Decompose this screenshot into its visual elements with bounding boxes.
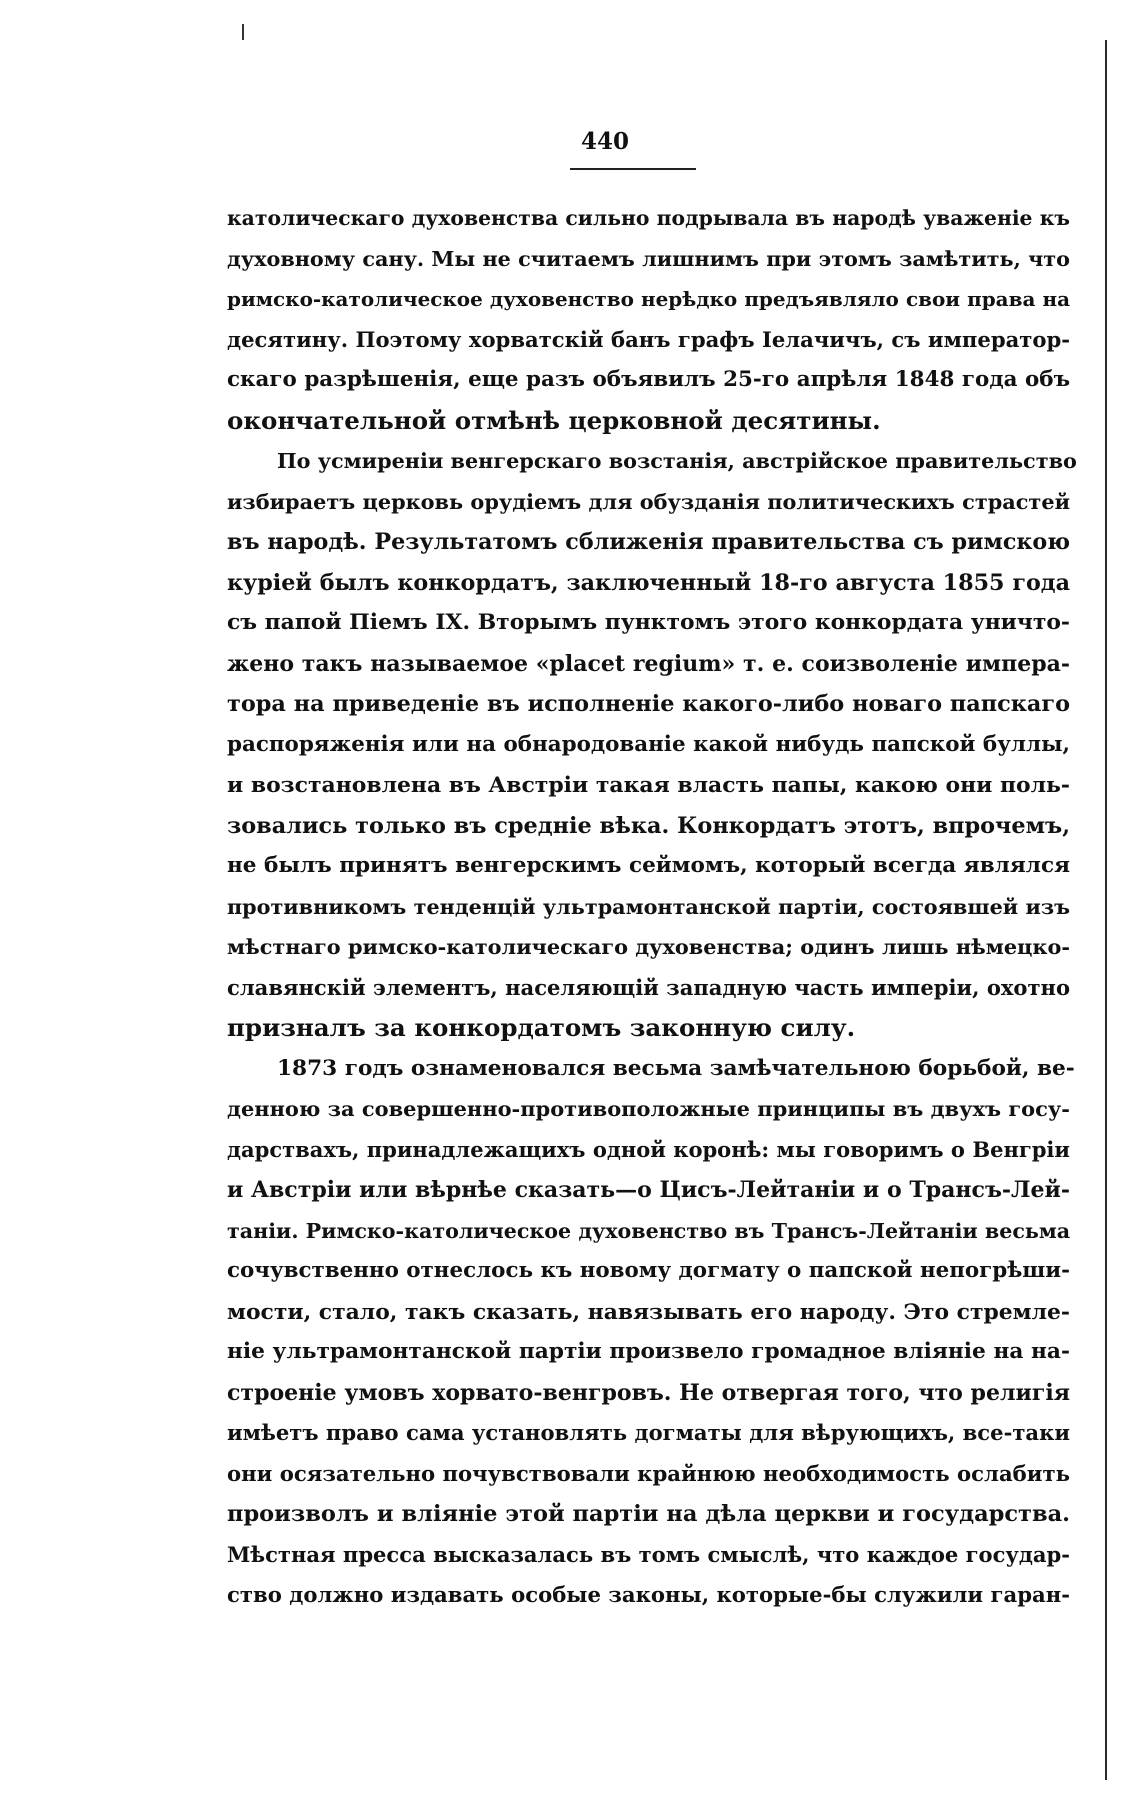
- text-line: духовному сану. Мы не считаемъ лишнимъ при этомъ замѣтить, что: [227, 246, 1070, 271]
- paragraph-1: [227, 198, 1070, 441]
- text-line: таніи. Римско-католическое духовенство въ Трансъ-Лейтаніи весьма: [227, 1218, 1071, 1243]
- text-line: 1873 годъ ознаменовался весьма замѣчательною борьбой, ве-: [277, 1055, 1075, 1081]
- text-line: десятину. Поэтому хорватскій банъ графъ Іелачичъ, съ император-: [227, 326, 1070, 352]
- text-line: жено такъ называемое «placet regium» т. е. соизволеніе импера-: [227, 650, 1070, 677]
- page-number: 440: [580, 128, 629, 155]
- text-line: католическаго духовенства сильно подрывала въ народѣ уваженіе къ: [227, 206, 1070, 230]
- text-line: и возстановлена въ Австріи такая власть папы, какою они поль-: [227, 772, 1070, 798]
- text-line: въ народѣ. Результатомъ сближенія правительства съ римскою: [227, 529, 1070, 555]
- text-line: зовались только въ средніе вѣка. Конкордатъ этотъ, впрочемъ,: [227, 812, 1070, 839]
- text-line: распоряженія или на обнародованіе какой нибудь папской буллы,: [227, 731, 1070, 757]
- text-line: дарствахъ, принадлежащихъ одной коронѣ: мы говоримъ о Венгріи: [227, 1136, 1070, 1162]
- text-line: мости, стало, такъ сказать, навязывать его народу. Это стремле-: [227, 1298, 1070, 1325]
- text-line: куріей былъ конкордатъ, заключенный 18-го августа 1855 года: [227, 569, 1070, 596]
- text-line: они осязательно почувствовали крайнюю необходимость ослабить: [227, 1460, 1070, 1486]
- text-line: мѣстнаго римско-католическаго духовенства; одинъ лишь нѣмецко-: [227, 934, 1070, 959]
- text-line: скаго разрѣшенія, еще разъ объявилъ 25-го апрѣля 1848 года объ: [227, 367, 1070, 392]
- text-line: славянскій элементъ, населяющій западную часть имперіи, охотно: [227, 974, 1070, 1000]
- paragraph-2: [227, 441, 1077, 1049]
- text-line: ніе ультрамонтанской партіи произвело громадное вліяніе на на-: [227, 1339, 1070, 1364]
- text-line: тора на приведеніе въ исполненіе какого-либо новаго папскаго: [227, 691, 1070, 717]
- text-line: съ папой Піемъ IX. Вторымъ пунктомъ этого конкордата уничто-: [227, 610, 1070, 635]
- page-edge-line: [1105, 40, 1107, 1780]
- text-line: окончательной отмѣнѣ церковной десятины.: [227, 405, 881, 435]
- header-rule: [570, 168, 696, 170]
- text-line: Мѣстная пресса высказалась въ томъ смыслѣ, что каждое государ-: [227, 1541, 1070, 1567]
- text-line: избираетъ церковь орудіемъ для обузданія политическихъ страстей: [227, 488, 1070, 514]
- text-line: сочувственно отнеслось къ новому догмату о папской непогрѣши-: [227, 1258, 1070, 1283]
- text-line: строеніе умовъ хорвато-венгровъ. Не отвергая того, что религія: [227, 1379, 1070, 1406]
- text-line: произволъ и вліяніе этой партіи на дѣла церкви и государства.: [227, 1501, 1070, 1527]
- scan-mark: [242, 24, 244, 40]
- text-line: противникомъ тенденцій ультрамонтанской партіи, состоявшей изъ: [227, 894, 1070, 919]
- text-line: не былъ принятъ венгерскимъ сеймомъ, который всегда являлся: [227, 853, 1070, 878]
- text-line: ство должно издавать особые законы, которые-бы служили гаран-: [227, 1582, 1070, 1607]
- text-line: имѣетъ право сама установлять догматы для вѣрующихъ, все-таки: [227, 1420, 1070, 1445]
- text-line: и Австріи или вѣрнѣе сказать—о Цисъ-Лейтаніи и о Трансъ-Лей-: [227, 1177, 1070, 1203]
- text-line: По усмиреніи венгерскаго возстанія, австрійское правительство: [277, 448, 1077, 473]
- paragraph-3: [227, 1049, 1075, 1616]
- body-text: [227, 198, 1077, 1616]
- text-line: римско-католическое духовенство нерѣдко предъявляло свои права на: [227, 287, 1070, 311]
- text-line: денною за совершенно-противоположные принципы въ двухъ госу-: [227, 1096, 1070, 1121]
- text-line: призналъ за конкордатомъ законную силу.: [227, 1013, 856, 1042]
